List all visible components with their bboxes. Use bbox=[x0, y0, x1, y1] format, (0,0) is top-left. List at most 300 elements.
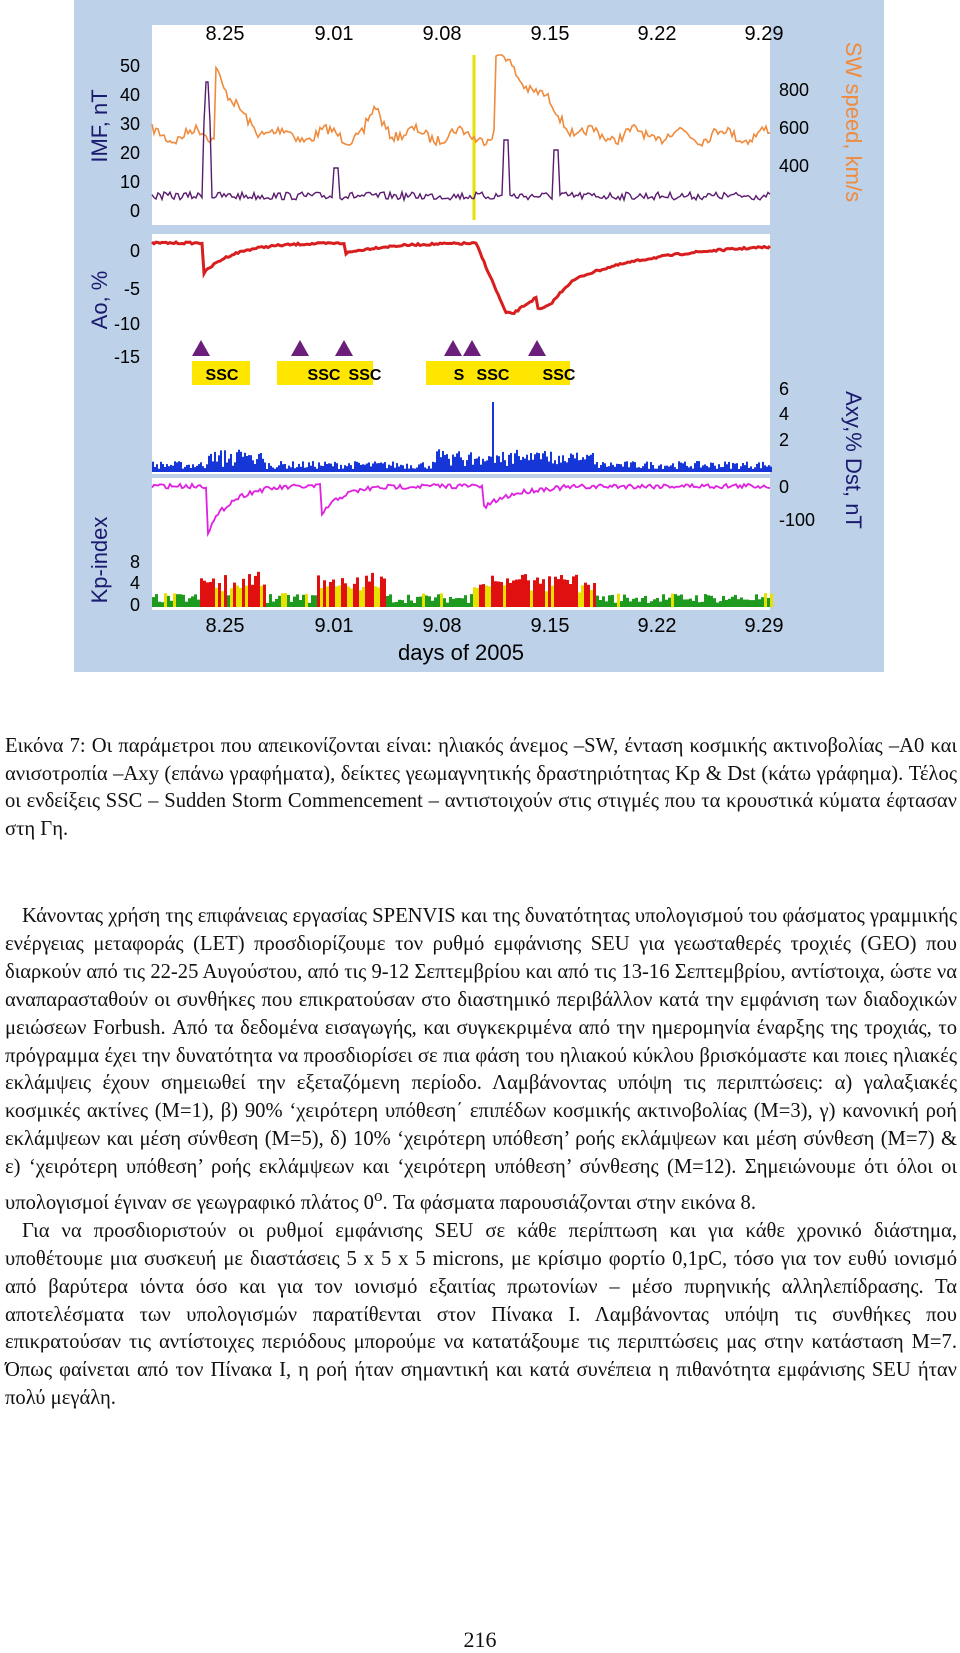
axy-bar bbox=[634, 462, 636, 472]
axy-bar bbox=[390, 466, 392, 472]
axy-bar bbox=[630, 462, 632, 472]
kp-bar bbox=[470, 594, 473, 607]
kp-bar bbox=[734, 595, 737, 607]
axy-bar bbox=[512, 464, 514, 472]
sw-tick: 600 bbox=[779, 118, 810, 138]
axy-bar bbox=[684, 462, 686, 472]
axy-bar bbox=[354, 461, 356, 472]
axy-bar bbox=[308, 462, 310, 472]
axy-bar bbox=[382, 463, 384, 472]
axy-bar bbox=[748, 468, 750, 472]
kp-bar bbox=[590, 590, 593, 607]
axy-bar bbox=[714, 466, 716, 472]
kp-bar bbox=[275, 599, 278, 607]
axy-bar bbox=[190, 468, 192, 472]
axy-bar bbox=[568, 458, 570, 472]
imf-tick: 0 bbox=[129, 201, 140, 221]
kp-bar bbox=[533, 580, 536, 607]
kp-bar bbox=[548, 576, 551, 607]
axy-bar bbox=[624, 462, 626, 472]
axy-bar bbox=[754, 467, 756, 472]
bottom-date-label: 9.01 bbox=[314, 615, 354, 637]
imf-tick: 50 bbox=[119, 56, 140, 76]
kp-tick: 0 bbox=[129, 595, 140, 615]
kp-bar bbox=[638, 602, 641, 607]
axy-bar bbox=[672, 463, 674, 472]
kp-bar bbox=[389, 594, 392, 607]
kp-bar bbox=[167, 596, 170, 607]
axy-bar bbox=[456, 453, 458, 472]
axy-bar bbox=[472, 465, 474, 472]
kp-bar bbox=[674, 594, 677, 607]
axy-tick: 4 bbox=[779, 404, 790, 424]
kp-bar bbox=[434, 597, 437, 607]
axy-bar bbox=[466, 460, 468, 472]
axy-bar bbox=[498, 456, 500, 472]
axy-bar bbox=[166, 464, 168, 472]
axy-bar bbox=[526, 455, 528, 472]
axy-bar bbox=[516, 450, 518, 472]
kp-bar bbox=[500, 582, 503, 607]
ssc-label: SSC bbox=[307, 367, 341, 384]
dst-tick: -100 bbox=[779, 510, 816, 530]
ao-tick: -10 bbox=[113, 314, 140, 334]
axy-bar bbox=[532, 460, 534, 472]
axy-bar bbox=[550, 452, 552, 472]
kp-bar bbox=[419, 597, 422, 607]
kp-bar bbox=[593, 583, 596, 607]
ao-axis-label: Ao, % bbox=[87, 270, 112, 330]
axy-bar bbox=[700, 468, 702, 473]
axy-bar bbox=[176, 462, 178, 472]
axy-bar bbox=[538, 453, 540, 472]
axy-bar bbox=[410, 465, 412, 472]
axy-bar bbox=[448, 459, 450, 472]
axy-bar bbox=[240, 452, 242, 472]
kp-bar bbox=[632, 599, 635, 607]
kp-bar bbox=[224, 575, 227, 607]
kp-bar bbox=[563, 579, 566, 607]
sw-tick: 800 bbox=[779, 80, 810, 100]
space-weather-figure bbox=[74, 0, 884, 672]
axy-bar bbox=[582, 457, 584, 472]
kp-bar bbox=[239, 588, 242, 607]
kp-bar bbox=[653, 599, 656, 607]
axy-bar bbox=[424, 467, 426, 472]
kp-bar bbox=[152, 597, 155, 607]
axy-bar bbox=[372, 464, 374, 473]
axy-bar bbox=[346, 466, 348, 472]
kp-bar bbox=[758, 599, 761, 607]
axy-bar bbox=[340, 465, 342, 472]
axy-bar bbox=[506, 466, 508, 472]
axy-bar bbox=[602, 462, 604, 472]
axy-bar bbox=[770, 467, 772, 472]
axy-bar bbox=[642, 466, 644, 472]
axy-bar bbox=[488, 456, 490, 472]
axy-bar bbox=[270, 466, 272, 472]
axy-bar bbox=[680, 463, 682, 472]
top-date-label: 9.01 bbox=[314, 23, 354, 45]
axy-bar bbox=[574, 458, 576, 472]
axy-bar bbox=[296, 467, 298, 472]
axy-bar bbox=[716, 469, 718, 472]
kp-bar bbox=[707, 595, 710, 607]
axy-bar bbox=[206, 464, 208, 472]
kp-bar bbox=[476, 588, 479, 607]
kp-bar bbox=[323, 580, 326, 607]
kp-bar bbox=[344, 583, 347, 607]
kp-bar bbox=[575, 575, 578, 607]
kp-bar bbox=[749, 600, 752, 607]
axy-bar bbox=[664, 466, 666, 472]
axy-bar bbox=[366, 464, 368, 473]
kp-bar bbox=[212, 579, 215, 608]
axy-bar bbox=[158, 469, 160, 472]
axy-bar bbox=[636, 468, 638, 472]
axy-bar bbox=[254, 464, 256, 472]
axy-bar bbox=[228, 459, 230, 472]
kp-bar bbox=[620, 601, 623, 607]
kp-bar bbox=[314, 595, 317, 607]
axy-bar bbox=[598, 468, 600, 472]
axy-bar bbox=[396, 463, 398, 472]
kp-bar bbox=[527, 580, 530, 607]
kp-bar bbox=[170, 601, 173, 607]
kp-bar bbox=[242, 579, 245, 607]
axy-bar bbox=[204, 468, 206, 472]
axy-bar bbox=[384, 462, 386, 472]
axy-bar bbox=[160, 462, 162, 472]
axy-bar bbox=[502, 452, 504, 472]
bottom-date-label: 9.15 bbox=[530, 615, 570, 637]
bottom-date-label: 8.25 bbox=[205, 615, 245, 637]
kp-bar bbox=[458, 598, 461, 607]
kp-bar bbox=[446, 603, 449, 607]
axy-bar bbox=[408, 469, 410, 473]
axy-bar bbox=[482, 459, 484, 472]
kp-bar bbox=[668, 598, 671, 607]
kp-bar bbox=[746, 600, 749, 607]
axy-bar bbox=[740, 466, 742, 472]
axy-bar bbox=[178, 461, 180, 472]
axy-bar bbox=[446, 454, 448, 472]
bottom-date-label: 9.08 bbox=[422, 615, 462, 637]
axy-bar bbox=[438, 449, 440, 472]
axy-bar bbox=[738, 469, 740, 472]
kp-bar bbox=[512, 581, 515, 608]
axy-bar bbox=[304, 468, 306, 472]
kp-bar bbox=[302, 595, 305, 607]
axy-bar bbox=[196, 466, 198, 472]
kp-bar bbox=[740, 598, 743, 608]
kp-bar bbox=[626, 598, 629, 607]
kp-bar bbox=[671, 594, 674, 607]
kp-bar bbox=[722, 596, 725, 607]
axy-bar bbox=[660, 464, 662, 472]
axy-bar bbox=[548, 462, 550, 473]
kp-bar bbox=[164, 593, 167, 607]
axy-bar bbox=[732, 463, 734, 472]
axy-bar bbox=[328, 463, 330, 472]
axy-bar bbox=[262, 459, 264, 472]
axy-bar bbox=[276, 467, 278, 472]
axy-bar bbox=[758, 462, 760, 472]
axy-bar bbox=[698, 461, 700, 472]
axy-tick: 2 bbox=[779, 430, 790, 450]
axy-bar bbox=[332, 466, 334, 472]
kp-bar bbox=[629, 601, 632, 607]
kp-bar bbox=[215, 588, 218, 607]
ao-tick: -15 bbox=[113, 347, 140, 367]
kp-bar bbox=[230, 588, 233, 607]
kp-bar bbox=[350, 589, 353, 608]
axy-bar bbox=[570, 454, 572, 473]
axy-bar bbox=[756, 464, 758, 472]
kp-bar bbox=[179, 594, 182, 607]
kp-bar bbox=[155, 594, 158, 607]
axy-bar bbox=[692, 469, 694, 472]
axy-bar bbox=[558, 456, 560, 472]
kp-bar bbox=[449, 597, 452, 607]
axy-bar bbox=[722, 467, 724, 472]
axy-bar bbox=[378, 463, 380, 472]
axy-bar bbox=[496, 455, 498, 472]
axy-bar bbox=[606, 467, 608, 472]
bottom-date-label: 9.22 bbox=[637, 615, 677, 637]
kp-bar bbox=[647, 603, 650, 607]
axy-bar bbox=[162, 464, 164, 472]
axy-bar bbox=[588, 456, 590, 472]
axy-bar bbox=[236, 452, 238, 472]
top-date-label: 9.15 bbox=[530, 23, 570, 45]
axy-bar bbox=[278, 465, 280, 472]
axy-bar bbox=[444, 455, 446, 472]
kp-bar bbox=[581, 585, 584, 607]
axy-bar bbox=[658, 466, 660, 472]
axy-bar bbox=[302, 461, 304, 472]
paragraph-text-tail: . Τα φάσματα παρουσιάζονται στην εικόνα 8. bbox=[382, 1191, 756, 1214]
axy-bar bbox=[322, 466, 324, 472]
axy-bar bbox=[242, 457, 244, 472]
axy-bar bbox=[760, 468, 762, 472]
kp-bar bbox=[284, 593, 287, 607]
axy-bar bbox=[596, 462, 598, 472]
axy-bar bbox=[726, 464, 728, 472]
axy-bar bbox=[188, 465, 190, 472]
axy-bar bbox=[470, 452, 472, 472]
axy-bar bbox=[436, 451, 438, 472]
axy-bar bbox=[214, 452, 216, 472]
kp-bar bbox=[281, 593, 284, 607]
kp-bar bbox=[719, 601, 722, 607]
axy-bar bbox=[358, 463, 360, 472]
kp-bar bbox=[557, 579, 560, 607]
axy-bar bbox=[352, 469, 354, 472]
axy-bar bbox=[208, 456, 210, 472]
axy-bar bbox=[752, 469, 754, 472]
axy-bar bbox=[534, 454, 536, 472]
axy-bar bbox=[222, 467, 224, 472]
axy-bar bbox=[404, 469, 406, 472]
kp-bar bbox=[641, 598, 644, 607]
axy-bar bbox=[174, 461, 176, 472]
axy-bar bbox=[210, 454, 212, 472]
kp-bar bbox=[395, 602, 398, 607]
axy-bar bbox=[694, 463, 696, 472]
paragraph bbox=[5, 903, 957, 1218]
sw-tick: 400 bbox=[779, 156, 810, 176]
axy-bar bbox=[688, 467, 690, 472]
kp-bar bbox=[689, 599, 692, 607]
kp-bar bbox=[479, 585, 482, 607]
axy-bar bbox=[656, 469, 658, 472]
kp-bar bbox=[293, 597, 296, 607]
page-number: 216 bbox=[463, 1627, 497, 1652]
axy-bar bbox=[246, 456, 248, 472]
imf-tick: 20 bbox=[119, 143, 140, 163]
axy-bar bbox=[626, 461, 628, 472]
axy-bar bbox=[514, 453, 516, 472]
kp-bar bbox=[701, 602, 704, 607]
axy-bar bbox=[594, 464, 596, 472]
kp-bar bbox=[203, 581, 206, 607]
axy-bar bbox=[232, 466, 234, 472]
axy-bar bbox=[280, 461, 282, 472]
axy-bar bbox=[704, 464, 706, 472]
axy-bar bbox=[670, 465, 672, 472]
axy-bar bbox=[256, 459, 258, 472]
kp-bar bbox=[185, 602, 188, 607]
kp-bar bbox=[596, 596, 599, 607]
axy-bar bbox=[248, 455, 250, 472]
axy-bar bbox=[730, 469, 732, 472]
axy-bar bbox=[272, 468, 274, 473]
imf-tick: 30 bbox=[119, 114, 140, 134]
axy-bar bbox=[576, 453, 578, 472]
axy-bar bbox=[224, 450, 226, 472]
axy-bar bbox=[742, 463, 744, 472]
axy-bar bbox=[750, 466, 752, 472]
axy-bar bbox=[676, 469, 678, 472]
axy-bar bbox=[584, 459, 586, 472]
kp-bar bbox=[392, 602, 395, 607]
kp-bar bbox=[332, 580, 335, 608]
axy-bar bbox=[622, 467, 624, 472]
axy-bar bbox=[282, 464, 284, 472]
axy-bar bbox=[522, 457, 524, 472]
kp-bar bbox=[173, 593, 176, 607]
axy-bar bbox=[274, 469, 276, 472]
axy-bar bbox=[450, 466, 452, 473]
kp-bar bbox=[530, 591, 533, 607]
axy-bar bbox=[268, 463, 270, 472]
kp-bar bbox=[299, 600, 302, 607]
kp-bar bbox=[488, 586, 491, 607]
kp-bar bbox=[473, 587, 476, 607]
axy-bar bbox=[182, 469, 184, 472]
kp-bar bbox=[221, 591, 224, 607]
kp-bar bbox=[443, 598, 446, 607]
axy-bar bbox=[460, 457, 462, 472]
kp-bar bbox=[158, 602, 161, 607]
axy-bar bbox=[458, 451, 460, 472]
axy-bar bbox=[650, 462, 652, 472]
ao-tick: -5 bbox=[123, 279, 140, 299]
kp-bar bbox=[485, 586, 488, 608]
kp-bar bbox=[698, 602, 701, 607]
kp-bar bbox=[161, 602, 164, 607]
axy-bar bbox=[250, 455, 252, 472]
axy-bar bbox=[476, 458, 478, 472]
kp-bar bbox=[245, 586, 248, 607]
axy-bar bbox=[478, 457, 480, 473]
axy-bar bbox=[334, 462, 336, 472]
axy-bar bbox=[416, 468, 418, 473]
axy-bar bbox=[612, 465, 614, 472]
top-date-label: 9.22 bbox=[637, 23, 677, 45]
kp-bar bbox=[599, 600, 602, 607]
axy-bar bbox=[264, 463, 266, 473]
kp-bar bbox=[326, 587, 329, 608]
kp-bar bbox=[356, 577, 359, 607]
axy-tick: 6 bbox=[779, 379, 790, 399]
axy-bar bbox=[294, 468, 296, 472]
sw-axis-label: SW speed, km/s bbox=[841, 41, 866, 203]
axy-bar bbox=[572, 455, 574, 472]
axy-bar bbox=[312, 461, 314, 472]
axy-bar bbox=[306, 467, 308, 472]
axy-bar bbox=[668, 467, 670, 472]
axy-bar bbox=[580, 460, 582, 472]
axy-bar bbox=[292, 461, 294, 472]
axy-bar bbox=[184, 467, 186, 472]
axy-bar bbox=[320, 466, 322, 472]
kp-bar bbox=[554, 577, 557, 607]
axy-bar bbox=[212, 461, 214, 472]
dst-tick: 0 bbox=[779, 477, 790, 497]
kp-bar bbox=[662, 594, 665, 607]
kp-bar bbox=[761, 597, 764, 607]
axy-bar bbox=[398, 467, 400, 473]
kp-bar bbox=[605, 601, 608, 607]
kp-bar bbox=[614, 603, 617, 607]
kp-bar bbox=[260, 586, 263, 607]
axy-bar bbox=[400, 465, 402, 472]
axy-bar bbox=[546, 457, 548, 472]
axy-bar bbox=[618, 464, 620, 472]
kp-bar bbox=[644, 596, 647, 607]
kp-bar bbox=[464, 595, 467, 607]
kp-bar bbox=[311, 595, 314, 607]
kp-bar bbox=[518, 579, 521, 607]
axy-bar bbox=[490, 457, 492, 472]
body-text bbox=[5, 903, 957, 1413]
kp-bar bbox=[296, 594, 299, 607]
axy-bar bbox=[682, 463, 684, 472]
kp-bar bbox=[710, 596, 713, 607]
axy-bar bbox=[628, 467, 630, 472]
axy-bar bbox=[252, 460, 254, 472]
axy-bar bbox=[226, 463, 228, 473]
axy-bar bbox=[154, 467, 156, 472]
ssc-label: SSC bbox=[348, 367, 382, 384]
axy-bar bbox=[376, 463, 378, 472]
axy-bar bbox=[536, 453, 538, 472]
axy-bar bbox=[434, 462, 436, 472]
kp-bar bbox=[566, 580, 569, 607]
kp-bar bbox=[317, 575, 320, 607]
